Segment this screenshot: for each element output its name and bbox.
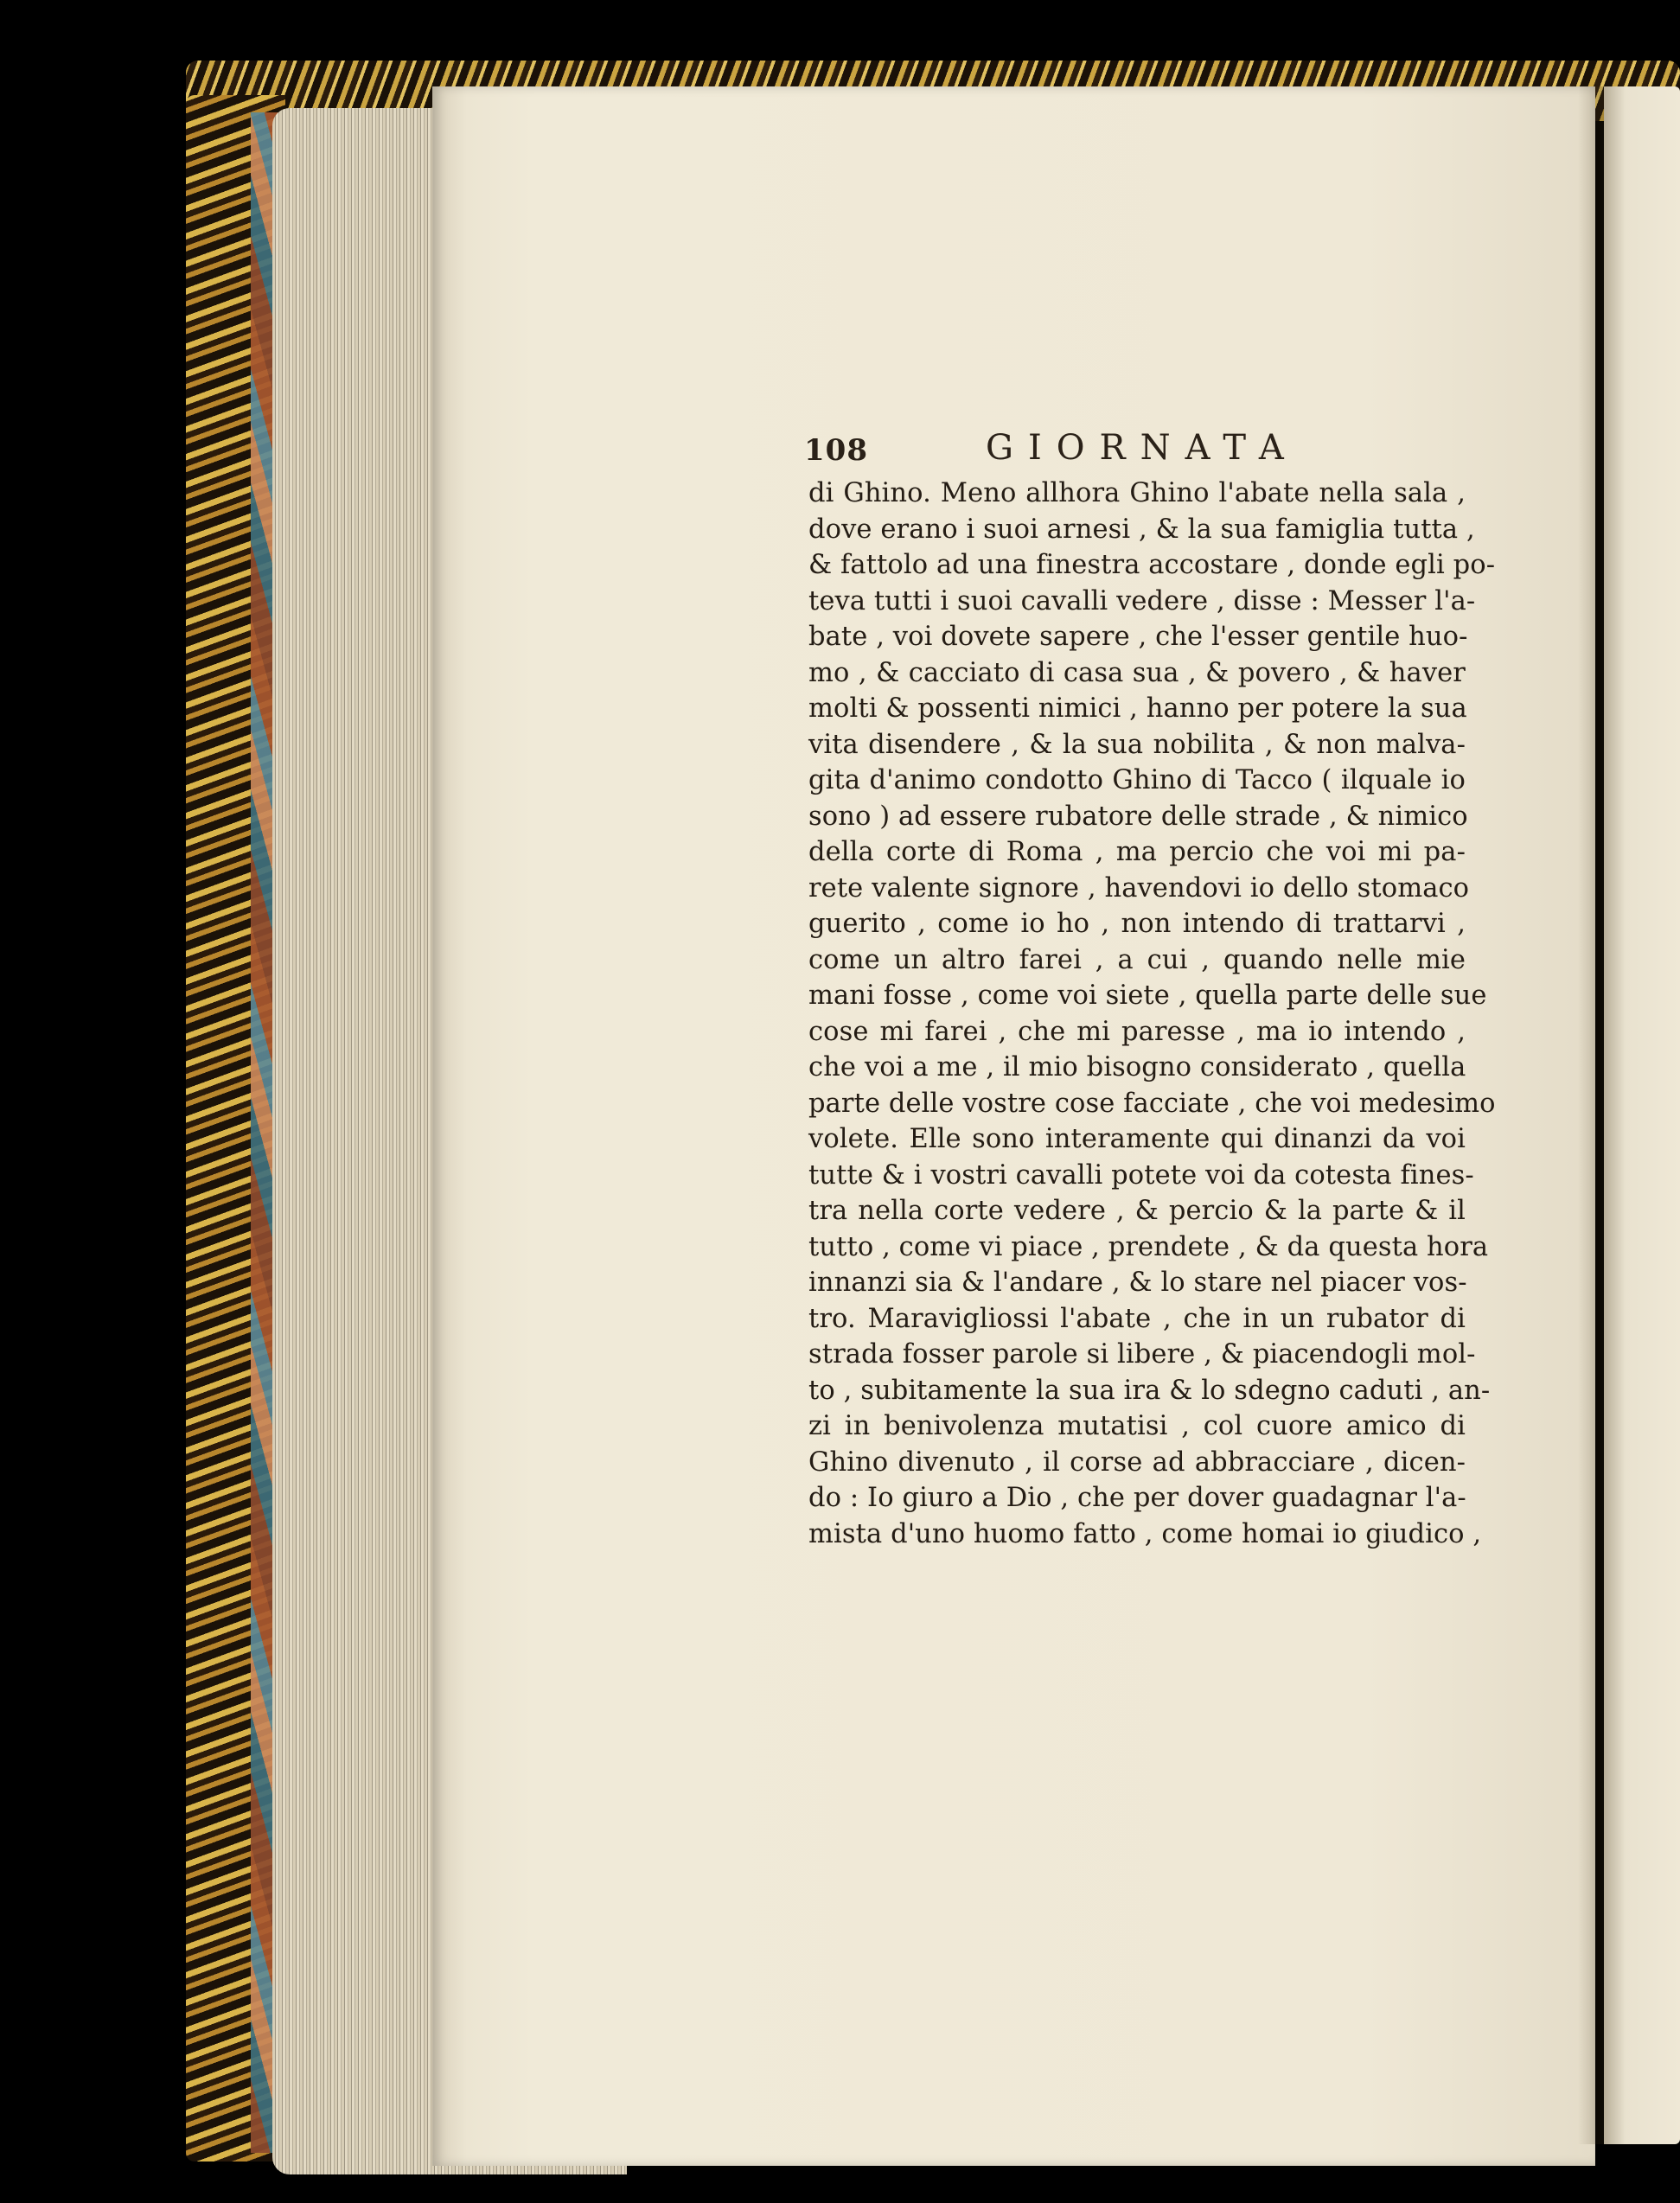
text-line: bate , voi dovete sapere , che l'esser gentile huo- bbox=[808, 622, 1468, 652]
text-line: tutto , come vi piace , prendete , & da questa hora bbox=[808, 1231, 1489, 1262]
text-line: rete valente signore , havendovi io dello stomaco bbox=[808, 872, 1470, 904]
text-line: che voi a me , il mio bisogno considerato , quella bbox=[808, 1052, 1466, 1082]
text-line: vita disendere , & la sua nobilita , & non malva- bbox=[808, 729, 1466, 760]
text-line: guerito , come io ho , non intendo di trattarvi , bbox=[808, 909, 1466, 939]
text-line: sono ) ad essere rubatore delle strade , & nimico bbox=[808, 801, 1468, 832]
text-line: tutte & i vostri cavalli potete voi da cotesta fines- bbox=[808, 1159, 1474, 1191]
text-line: parte delle vostre cose facciate , che voi medesimo bbox=[808, 1088, 1496, 1119]
text-line: mista d'uno huomo fatto , come homai io giudico , bbox=[808, 1518, 1482, 1549]
text-line: to , subitamente la sua ira & lo sdegno caduti , an- bbox=[808, 1375, 1491, 1406]
facing-page-edge bbox=[1604, 86, 1680, 2144]
body-text bbox=[808, 476, 1496, 1552]
running-head bbox=[804, 428, 1461, 480]
text-line: di Ghino. Meno allhora Ghino l'abate nella sala , bbox=[808, 478, 1466, 508]
text-line: come un altro farei , a cui , quando nelle mie bbox=[808, 944, 1466, 975]
text-line: volete. Elle sono interamente qui dinanzi da voi bbox=[808, 1124, 1466, 1154]
text-line: strada fosser parole si libere , & piacendogli mol- bbox=[808, 1339, 1476, 1370]
text-line: mani fosse , come voi siete , quella parte delle sue bbox=[808, 980, 1487, 1011]
text-line: gita d'animo condotto Ghino di Tacco ( ilquale io bbox=[808, 765, 1466, 795]
section-title: GIORNATA bbox=[986, 428, 1299, 468]
text-line: cose mi farei , che mi paresse , ma io intendo , bbox=[808, 1016, 1466, 1047]
text-line: zi in benivolenza mutatisi , col cuore amico di bbox=[808, 1411, 1466, 1441]
text-line: dove erano i suoi arnesi , & la sua famiglia tutta , bbox=[808, 514, 1475, 545]
text-line: & fattolo ad una finestra accostare , donde egli po- bbox=[808, 550, 1496, 580]
text-line: tro. Maravigliossi l'abate , che in un rubator di bbox=[808, 1303, 1466, 1334]
text-line: Ghino divenuto , il corse ad abbracciare , dicen- bbox=[808, 1446, 1466, 1478]
text-line: tra nella corte vedere , & percio & la parte & il bbox=[808, 1196, 1466, 1226]
text-line: della corte di Roma , ma percio che voi mi pa- bbox=[808, 837, 1466, 867]
text-line: do : Io giuro a Dio , che per dover guadagnar l'a- bbox=[808, 1483, 1466, 1513]
text-line: innanzi sia & l'andare , & lo stare nel piacer vos- bbox=[808, 1268, 1467, 1298]
text-line: teva tutti i suoi cavalli vedere , disse : Messer l'a- bbox=[808, 585, 1476, 616]
text-line: molti & possenti nimici , hanno per potere la sua bbox=[808, 693, 1467, 724]
text-line: mo , & cacciato di casa sua , & povero , & haver bbox=[808, 657, 1466, 688]
page-number: 108 bbox=[804, 433, 868, 468]
